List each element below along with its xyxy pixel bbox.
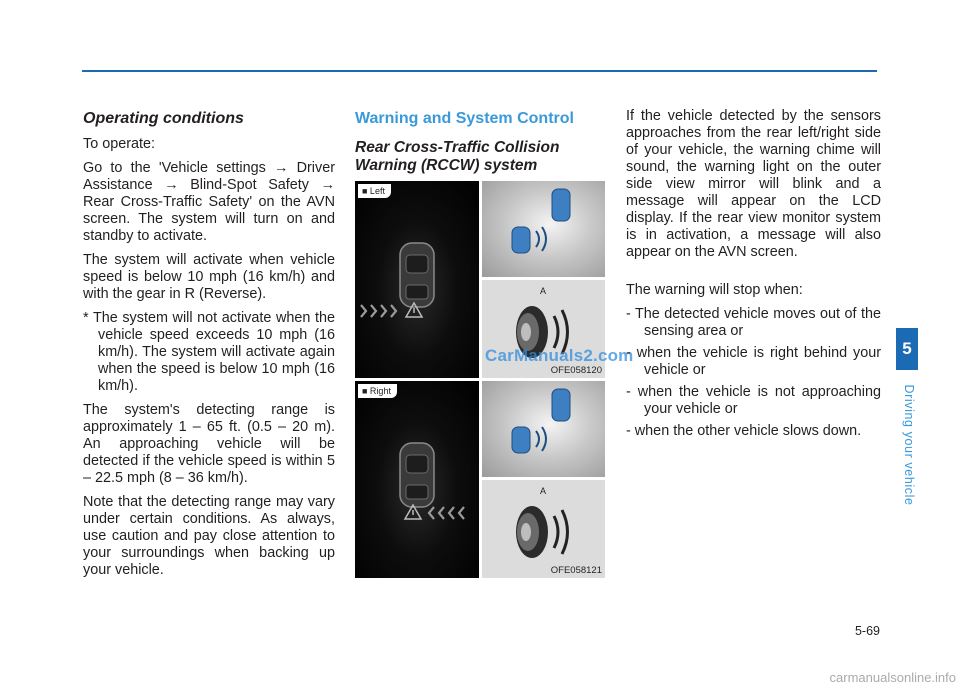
paragraph: Go to the 'Vehicle settings → Driver Assistance → Blind-Spot Safety → Rear Cross-Traffic Safety' on the AVN screen. The system will turn on and standby to activate. [83,160,335,244]
mirror-warning-panel [482,181,605,277]
list-item: - when the vehicle is not approaching your vehicle or [626,384,881,417]
cluster-display-panel [355,381,479,578]
watermark: CarManuals2.com [485,346,634,365]
top-rule [82,70,877,72]
chapter-number-tab: 5 [896,328,918,370]
figure-code: OFE058120 [550,365,602,376]
speaker-panel [482,480,605,578]
rccw-subheading: Rear Cross-Traffic Collision Warning (RCCW) system [355,139,560,174]
figure-code: OFE058121 [550,565,602,576]
approaching-vehicles-illustration [482,381,605,477]
chapter-title [880,380,938,510]
list-item: - when the vehicle is right behind your vehicle or [626,345,881,378]
operating-conditions-heading: Operating conditions [83,110,244,127]
arrow-left-icon [429,507,464,519]
paragraph: To operate: [83,136,156,152]
paragraph: The system's detecting range is approximately 1 – 65 ft. (0.5 – 20 m). An approaching vehicle will be detected if the vehicle speed is within 5 – 22.5 mph (8 – 36 km/h). [83,402,335,486]
list-item: - when the other vehicle slows down. [626,423,862,439]
cluster-car-illustration [355,181,479,378]
speaker-icon [482,480,605,578]
paragraph: If the vehicle detected by the sensors approaches from the rear left/right side of your vehicle, the warning chime will sound, the warning light on the outer side view mirror will blink and a message will appear on the LCD display. If the rear view monitor system is in activation, a message will also appear on the AVN screen. [626,108,881,260]
warning-system-column [355,108,608,578]
warning-description-column [626,108,881,445]
chapter-title-text: Driving your vehicle [902,384,916,506]
section-title: Warning and System Control [355,110,574,127]
paragraph: The warning will stop when: [626,282,803,298]
operating-conditions-column [83,108,335,586]
figure-label: ■ Right [358,384,397,398]
svg-text:A: A [540,286,547,296]
paragraph: Note that the detecting range may vary under certain conditions. As always, use caution and pay close attention to your surroundings when backing up your vehicle. [83,494,335,578]
paragraph: The system will activate when vehicle speed is below 10 mph (16 km/h) and with the gear in R (Reverse). [83,252,335,302]
figure-right [355,381,605,578]
cluster-display-panel [355,181,479,378]
arrow-right-icon [361,305,396,317]
mirror-warning-panel [482,381,605,477]
footer-url: carmanualsonline.info [829,670,956,685]
page-number: 5-69 [854,624,880,638]
svg-text:A: A [540,486,547,496]
approaching-vehicles-illustration [482,181,605,277]
note-paragraph: * The system will not activate when the vehicle speed exceeds 10 mph (16 km/h). The system will activate again when the speed is below 10 mph (16 km/h). [83,310,335,394]
list-item: - The detected vehicle moves out of the sensing area or [626,306,881,339]
cluster-car-illustration [355,381,479,578]
figure-label: ■ Left [358,184,391,198]
